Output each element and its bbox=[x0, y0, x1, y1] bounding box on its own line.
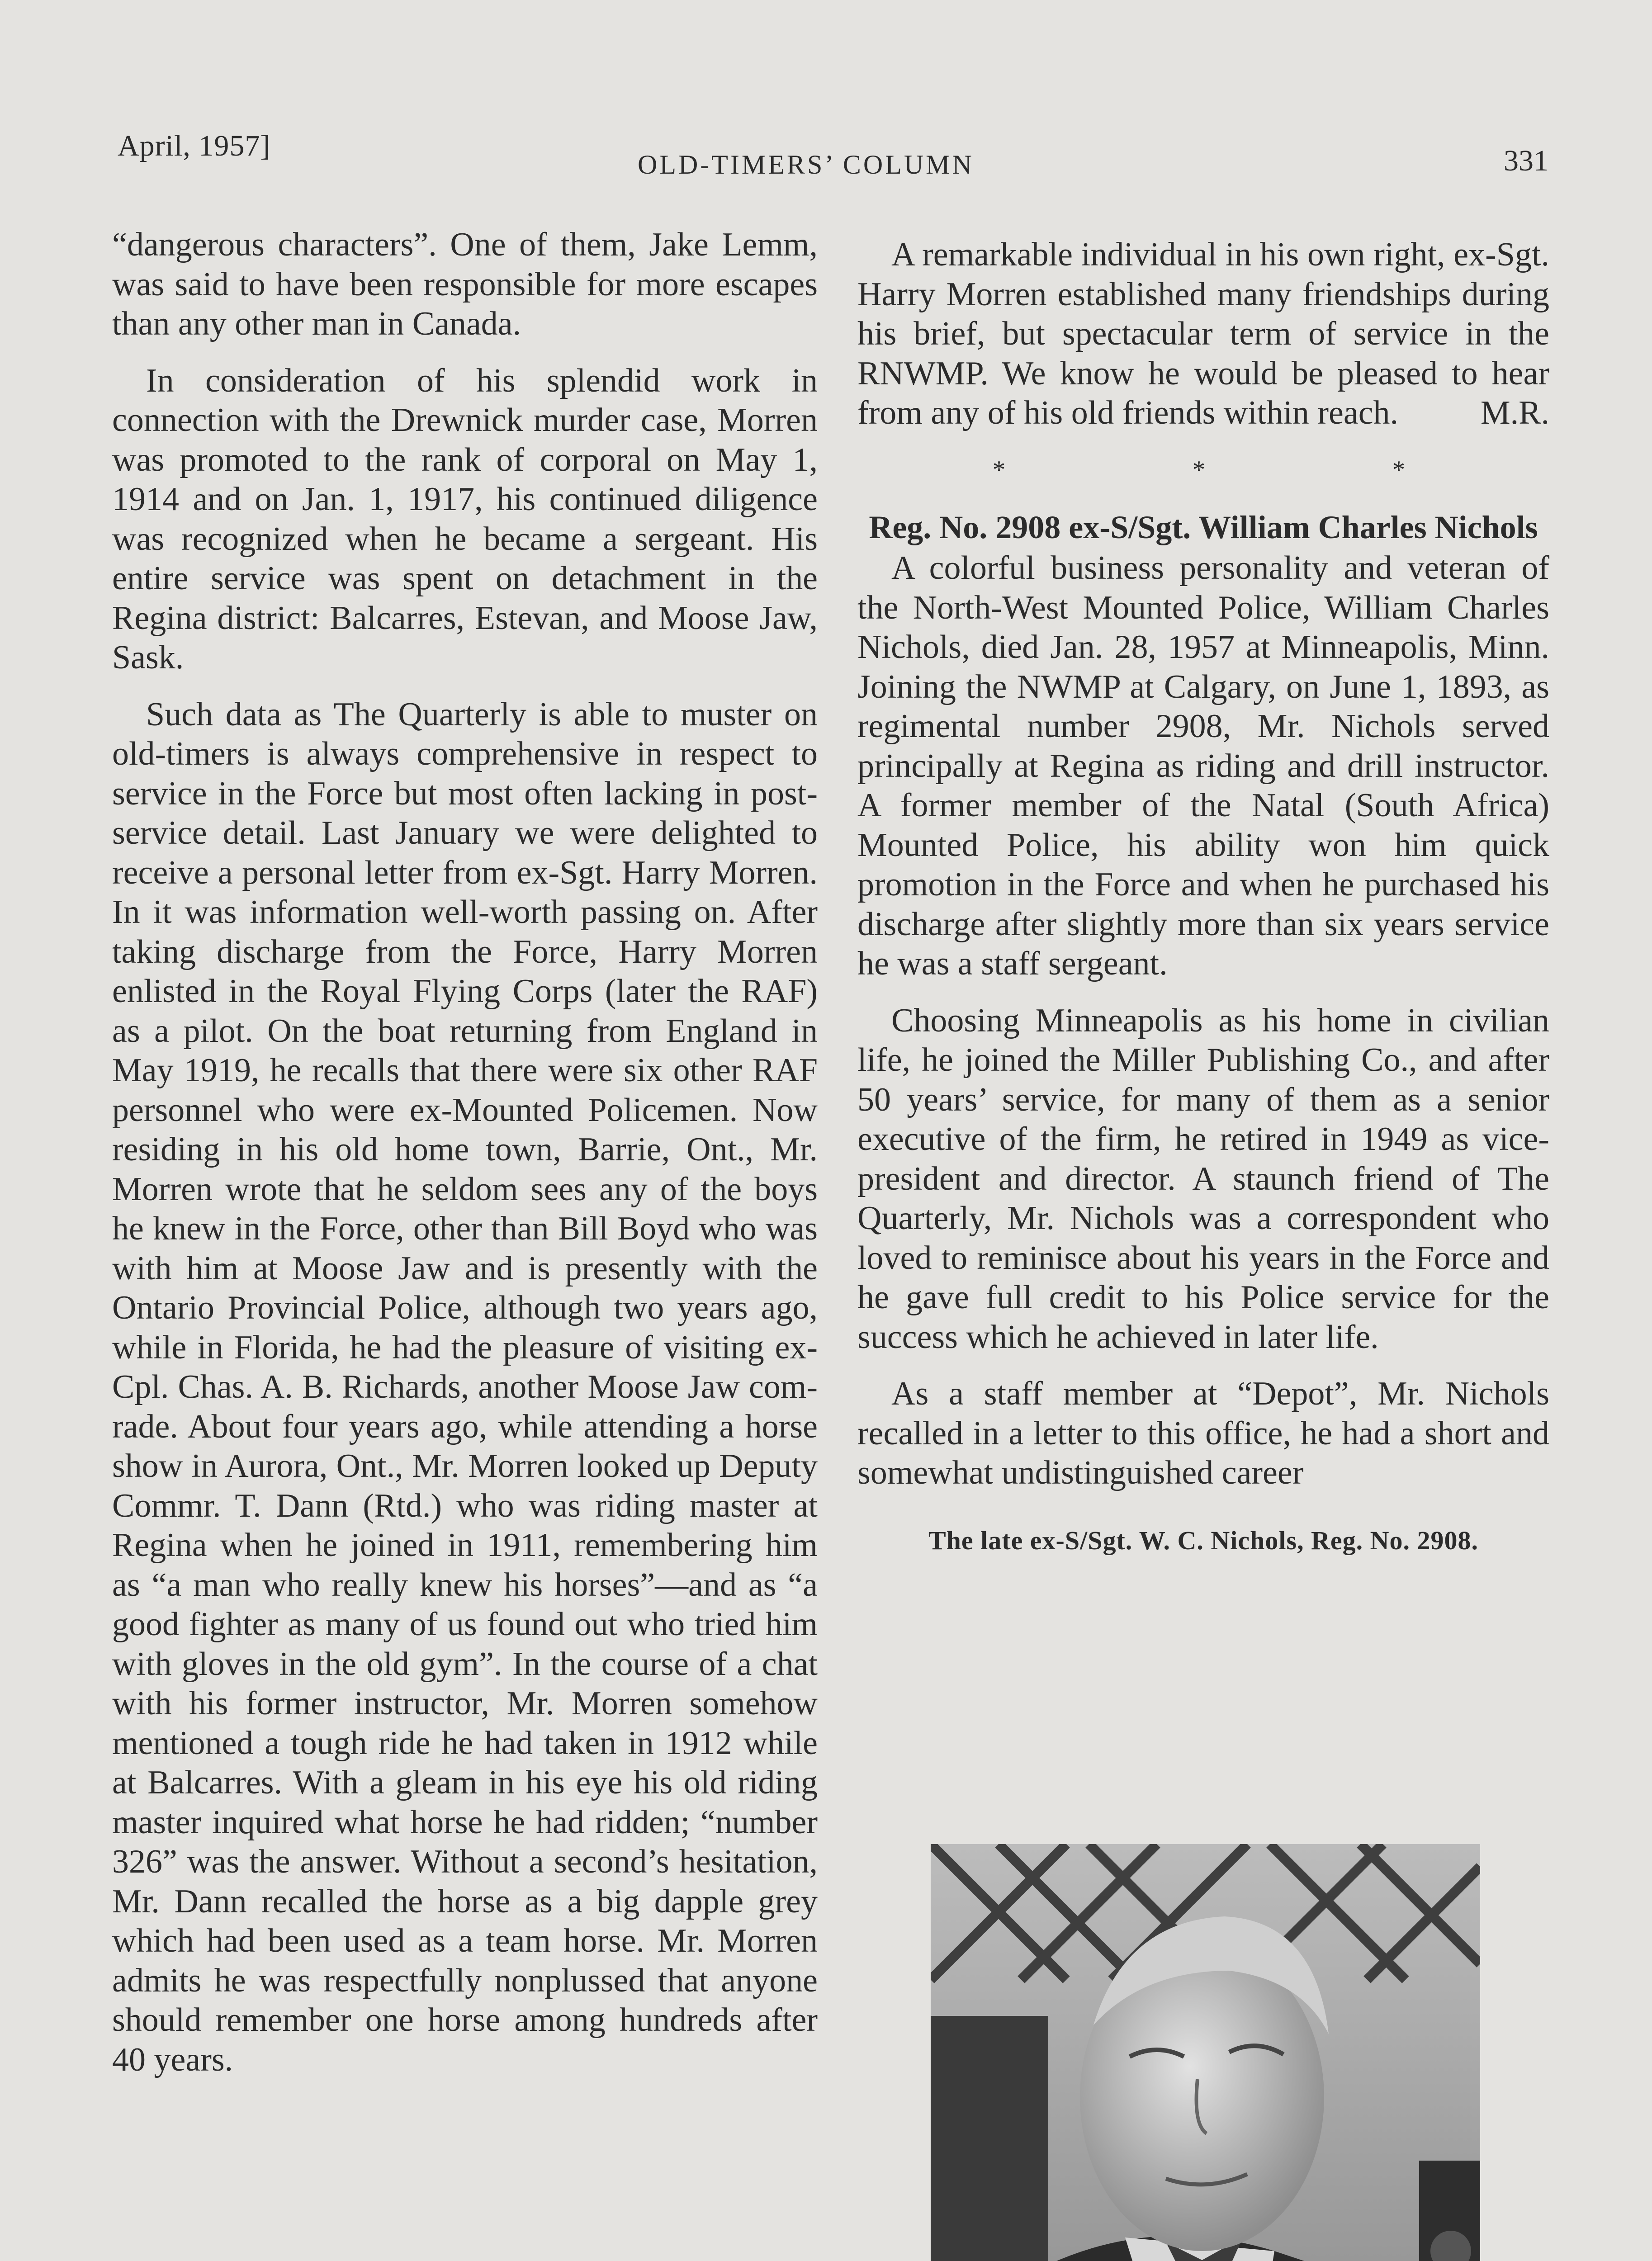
right-column bbox=[857, 235, 1549, 1556]
paragraph: “dangerous characters”. One of them, Jake Lemm, was said to have been responsible for more escapes than any other man in Canada. bbox=[112, 226, 818, 342]
left-column bbox=[112, 225, 818, 2097]
paragraph bbox=[857, 235, 1549, 433]
photo-caption: The late ex-S/Sgt. W. C. Nichols, Reg. No. 2908. bbox=[928, 1525, 1479, 1555]
running-header-title: OLD-TIMERS’ COLUMN bbox=[638, 150, 974, 180]
paragraph-text: A remarkable individual in his own right, ex-Sgt. Harry Morren established many friendships during his brief, but spectacular term of service in the RNWMP. We know he would be pleased to hear from any of his old friends within reach. bbox=[857, 236, 1549, 431]
paragraph: In consideration of his splendid work in connection with the Drewnick murder case, Morren was promoted to the rank of corporal on May 1, 1914 and on Jan. 1, 1917, his continued diligence was recognized when he became a sergeant. His entire service was spent on detachment in the Regina district: Balcarres, Estevan, and Moose Jaw, Sask. bbox=[112, 362, 818, 676]
section-heading: Reg. No. 2908 ex-S/Sgt. William Charles Nichols bbox=[869, 509, 1538, 545]
paragraph: Such data as The Quarterly is able to muster on old-timers is always comprehensive in respect to service in the Force but most often lacking in post-service detail. Last January we were delighted to receive a personal letter from ex-Sgt. Harry Morren. In it was information well-worth passing on. After taking discharge from the Force, Harry Morren enlisted in the Royal Flying Corps (later the RAF) as a pilot. On the boat returning from England in May 1919, he recalls that there were six other RAF personnel who were ex-Mounted Policemen. Now residing in his old home town, Barrie, Ont., Mr. Morren wrote that he seldom sees any of the boys he knew in the Force, other than Bill Boyd who was with him at Moose Jaw and is presently with the Ontario Provincial Police, although two years ago, while in Florida, he had the pleasure of visiting ex-Cpl. Chas. A. B. Richards, another Moose Jaw comrade. About four years ago, while attending a horse show in Aurora, Ont., Mr. Morren looked up Deputy Commr. T. Dann (Rtd.) who was riding master at Regina when he joined in 1911, remembering him as “a man who really knew his horses”—and as “a good fighter as many of us found out who tried him with gloves in the old gym”. In the course of a chat with his former instructor, Mr. Morren somehow mentioned a tough ride he had taken in 1912 while at Balcarres. With a gleam in his eye his old riding master inquired what horse he had ridden; “number 326” was the answer. Without a second’s hesitation, Mr. Dann recalled the horse as a big dapple grey which had been used as a team horse. Mr. Morren admits he was respectfully nonplussed that anyone should remember one horse among hundreds after 40 years. bbox=[112, 695, 818, 2078]
section-divider: * * * bbox=[993, 455, 1496, 484]
paragraph: As a staff member at “Depot”, Mr. Nichols recalled in a letter to this office, he had a short and somewhat undistinguished career bbox=[857, 1375, 1549, 1491]
paragraph: A colorful business personality and veteran of the North-West Mounted Police, William Charles Nichols, died Jan. 28, 1957 at Minneapolis, Minn. Joining the NWMP at Calgary, on June 1, 1893, as regimental number 2908, Mr. Nichols served principally at Regina as riding and drill instructor. A former member of the Natal (South Africa) Mounted Police, his ability won him quick promotion in the Force and when he purchased his discharge after slightly more than six years service he was a staff sergeant. bbox=[857, 549, 1549, 982]
running-header-date: April, 1957] bbox=[118, 129, 271, 162]
portrait-photo bbox=[931, 1844, 1480, 2261]
author-signature: M.R. bbox=[1480, 394, 1549, 431]
paragraph: Choosing Minneapolis as his home in civilian life, he joined the Miller Publishing Co., and after 50 years’ service, for many of them as a senior executive of the firm, he retired in 1949 as vice-president and director. A staunch friend of The Quarterly, Mr. Nichols was a correspondent who loved to reminisce about his years in the Force and he gave full credit to his Police service for the success which he achieved in later life. bbox=[857, 1002, 1549, 1356]
page-number: 331 bbox=[1504, 144, 1548, 177]
